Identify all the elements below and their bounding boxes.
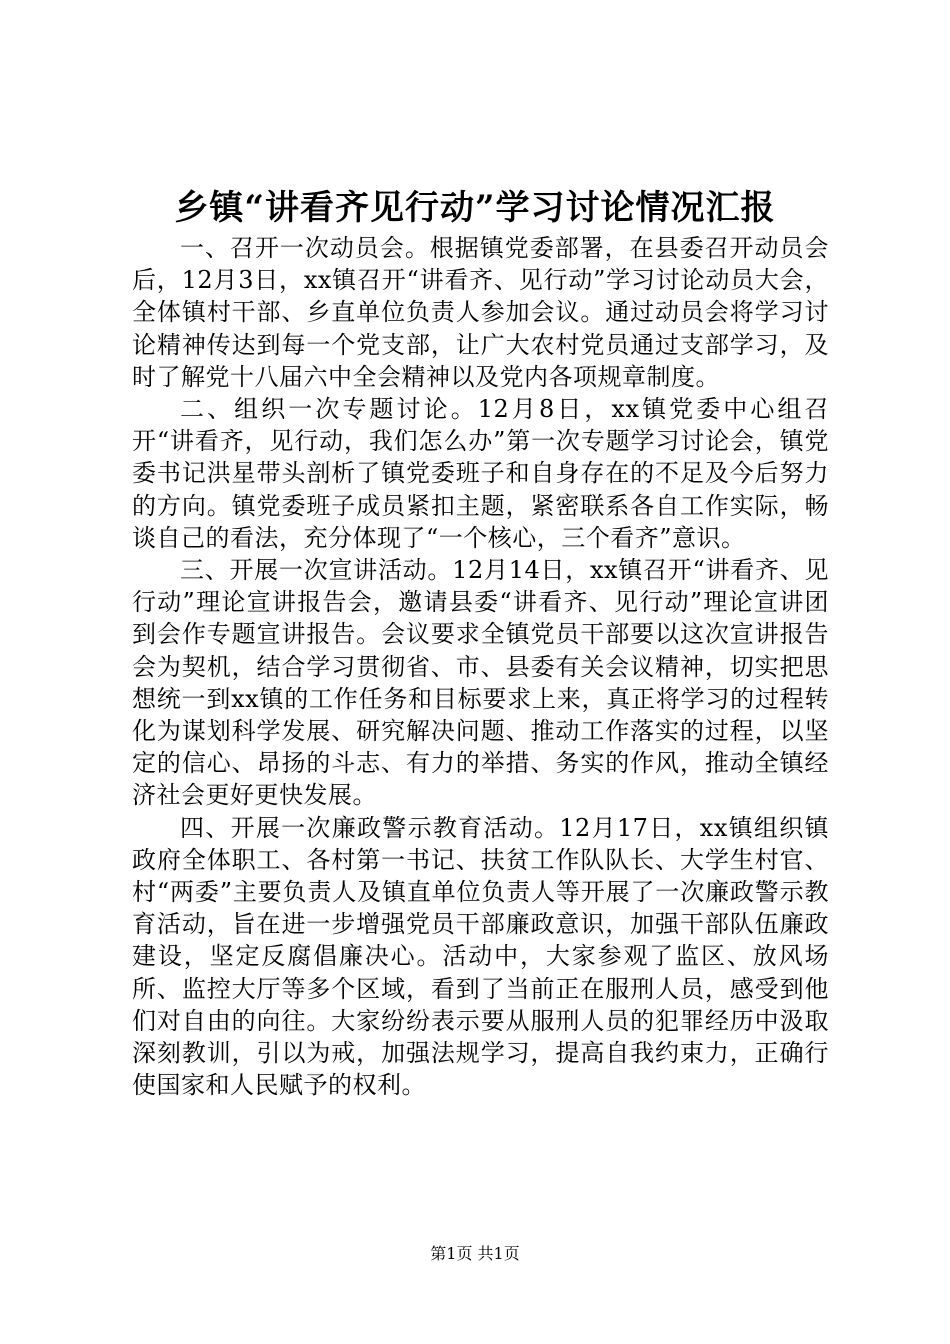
document-title: 乡镇“讲看齐见行动”学习讨论情况汇报 [174,188,776,228]
paragraph-1: 一、召开一次动员会。根据镇党委部署，在县委召开动员会后，12月3日，xx镇召开“讲看齐、见行动”学习讨论动员大会，全体镇村干部、乡直单位负责人参加会议。通过动员会将学习讨论精神传达到每一个党支部，让广大农村党员通过支部学习，及时了解党十八届六中全会精神以及党内各项规章制度。 [132,234,829,391]
document-body [132,232,829,1101]
paragraph-2: 二、组织一次专题讨论。12月8日，xx镇党委中心组召开“讲看齐，见行动，我们怎么办”第一次专题学习讨论会，镇党委书记洪星带头剖析了镇党委班子和自身存在的不足及今后努力的方向。镇党委班子成员紧扣主题，紧密联系各自工作实际，畅谈自己的看法，充分体现了“一个核心，三个看齐”意识。 [132,395,829,552]
page-number-footer: 第1页 共1页 [430,1244,520,1263]
paragraph-4: 四、开展一次廉政警示教育活动。12月17日，xx镇组织镇政府全体职工、各村第一书记、扶贫工作队队长、大学生村官、村“两委”主要负责人及镇直单位负责人等开展了一次廉政警示教育活动，旨在进一步增强党员干部廉政意识，加强干部队伍廉政建设，坚定反腐倡廉决心。活动中，大家参观了监区、放风场所、监控大厅等多个区域，看到了当前正在服刑人员，感受到他们对自由的向往。大家纷纷表示要从服刑人员的犯罪经历中汲取深刻教训，引以为戒，加强法规学习，提高自我约束力，正确行使国家和人民赋予的权利。 [132,813,829,1100]
paragraph-3: 三、开展一次宣讲活动。12月14日，xx镇召开“讲看齐、见行动”理论宣讲报告会，邀请县委“讲看齐、见行动”理论宣讲团到会作专题宣讲报告。会议要求全镇党员干部要以这次宣讲报告会为契机，结合学习贯彻省、市、县委有关会议精神，切实把思想统一到xx镇的工作任务和目标要求上来，真正将学习的过程转化为谋划科学发展、研究解决问题、推动工作落实的过程，以坚定的信心、昂扬的斗志、有力的举措、务实的作风，推动全镇经济社会更好更快发展。 [132,556,829,810]
